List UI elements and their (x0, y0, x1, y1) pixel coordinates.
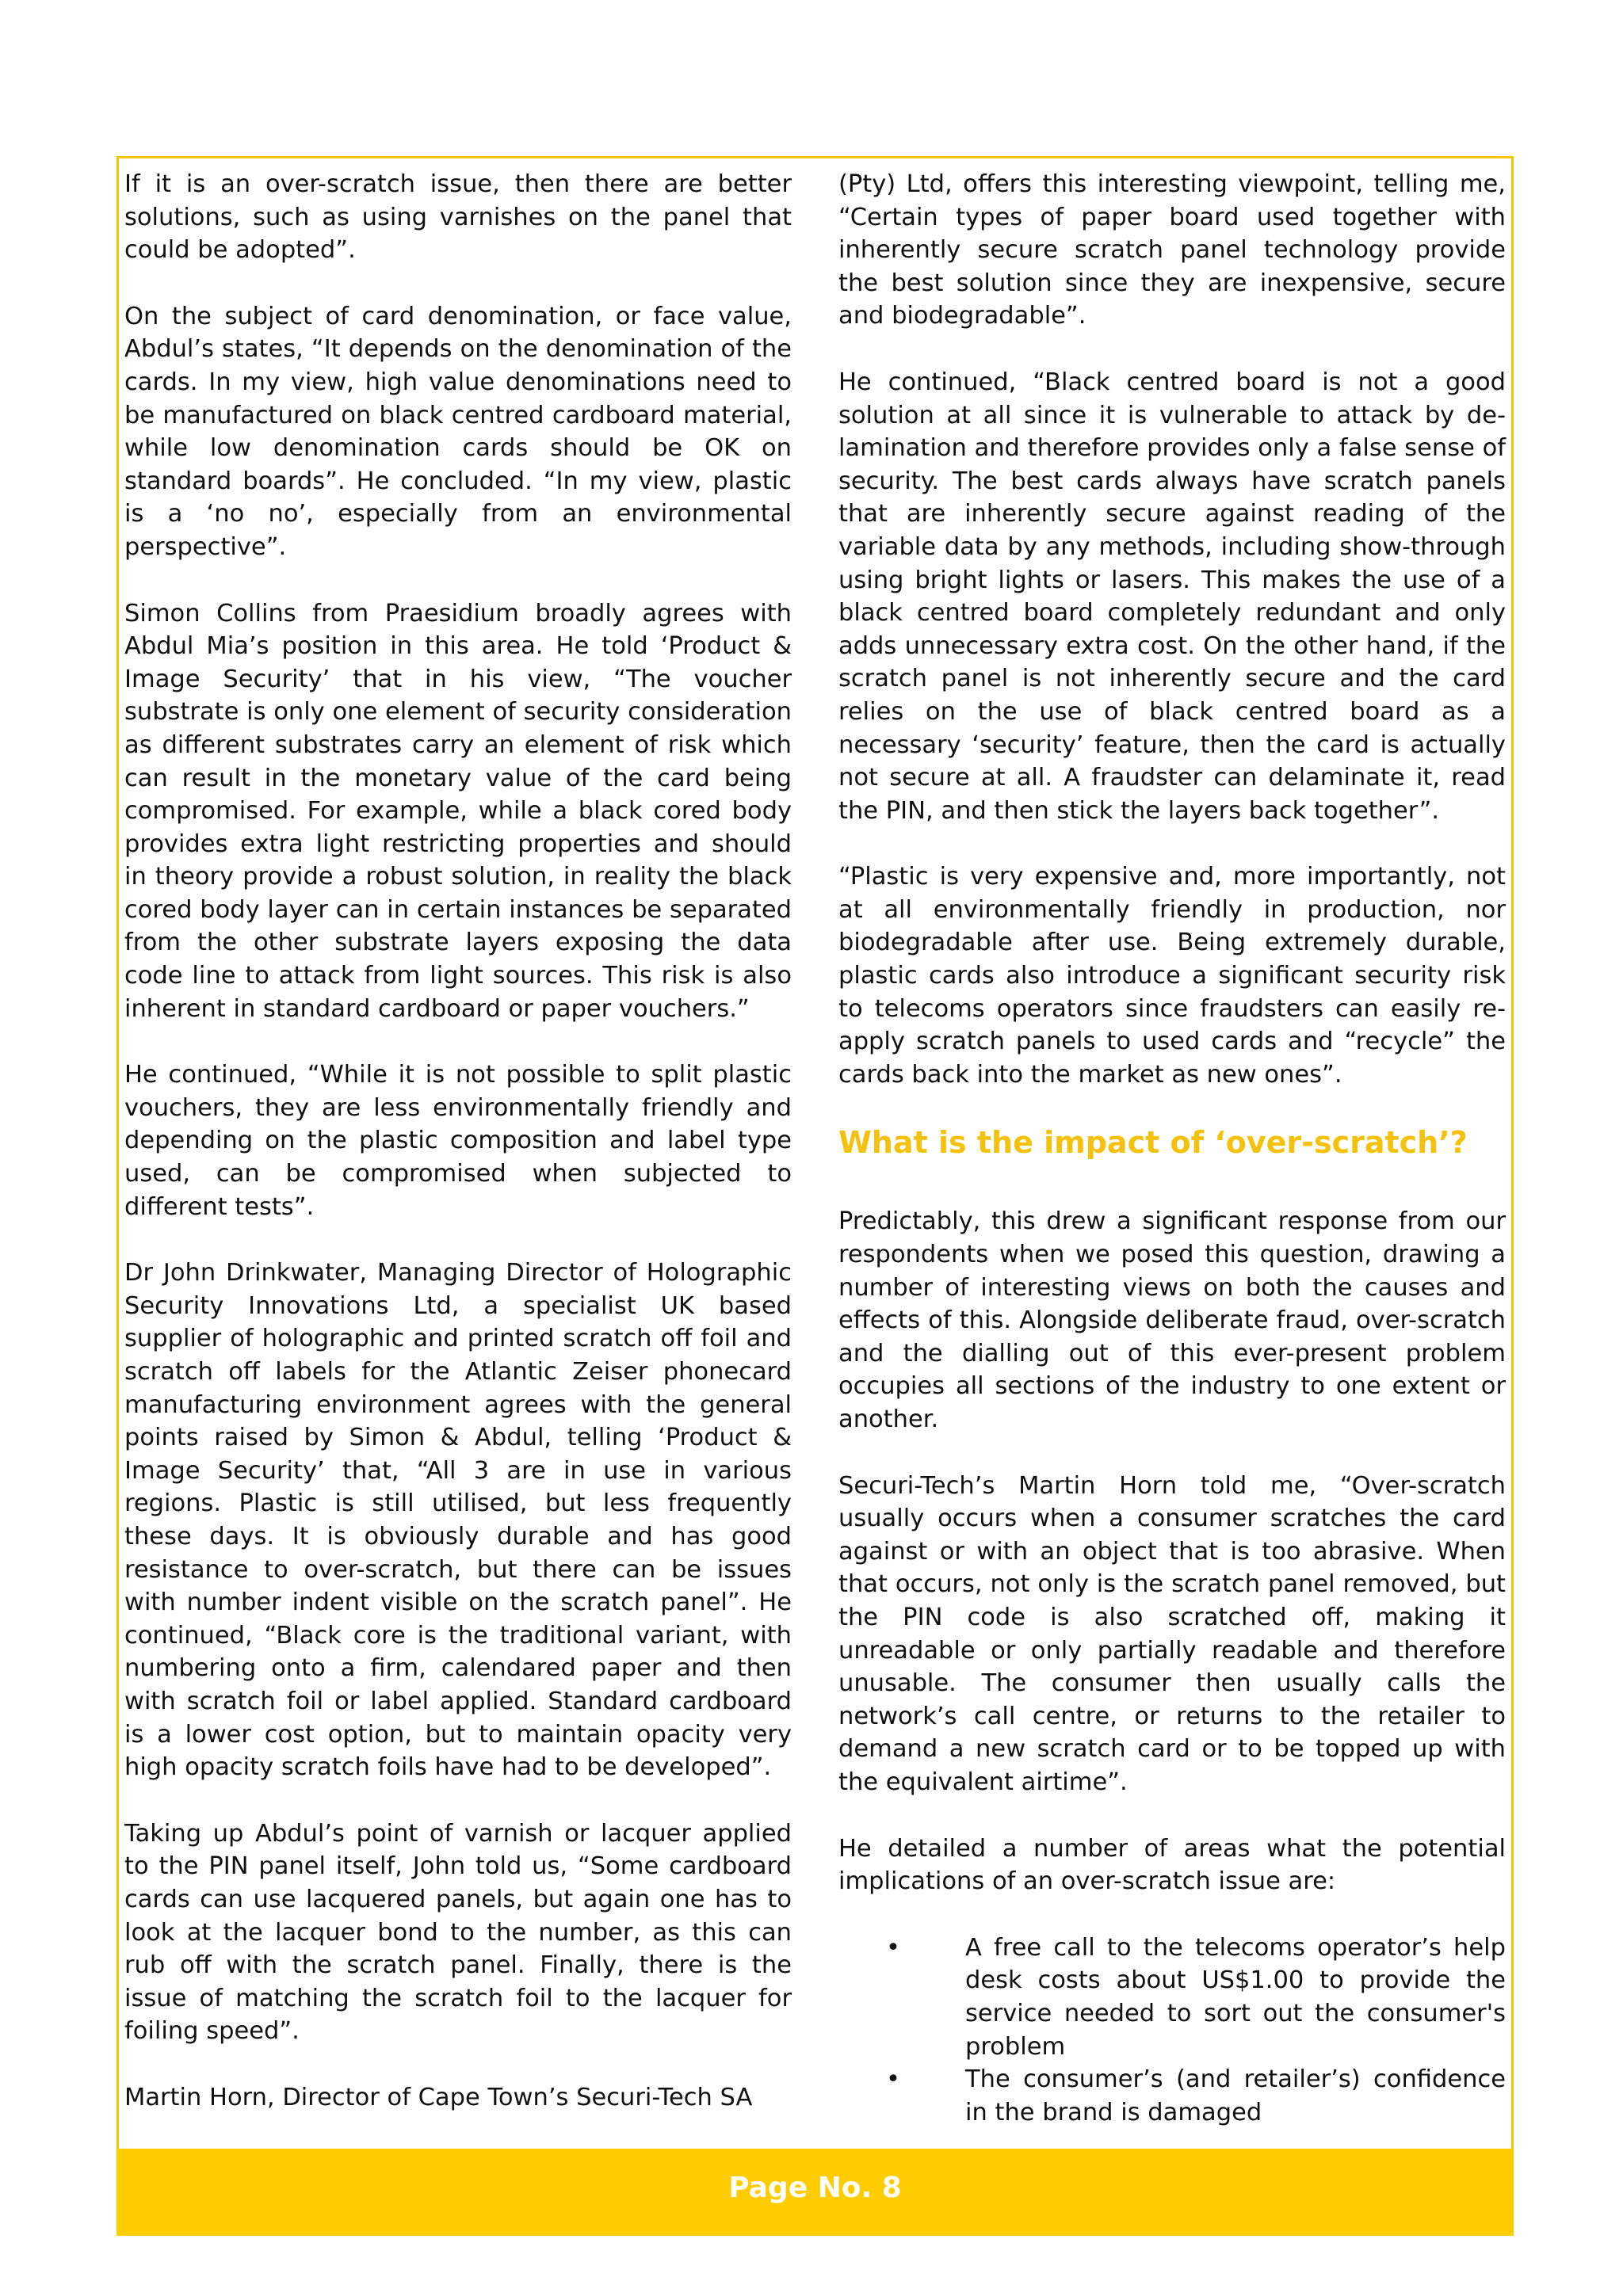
page-footer (116, 2149, 1514, 2236)
paragraph: If it is an over-scratch issue, then there are better solutions, such as using varnishes on the panel that could be adopted”. (124, 170, 792, 265)
paragraph: He detailed a number of areas what the potential implications of an over-scratch issue are: (838, 1834, 1506, 1896)
bullet-item (838, 1932, 1506, 2063)
bullet-list (838, 1932, 1506, 2130)
left-column (124, 168, 792, 2147)
paragraph: Predictably, this drew a significant response from our respondents when we posed this question, drawing a number of interesting views on both the causes and effects of this. Alongside deliberate fraud, over-scratch and the dialling out of this ever-present problem occupies all sections of the industry to one extent or another. (838, 1207, 1506, 1433)
page-number: Page No. 8 (728, 2172, 902, 2204)
bullet-text: A free call to the telecoms operator’s help desk costs about US$1.00 to provide the service needed to sort out the consumer's problem (965, 1933, 1506, 2061)
bullet-text: The consumer’s (and retailer’s) confidence in the brand is damaged (965, 2065, 1506, 2126)
paragraph: (Pty) Ltd, offers this interesting viewpoint, telling me, “Certain types of paper board used together with inherently secure scratch panel technology provide the best solution since they are inexpensive, secure and biodegradable”. (838, 170, 1506, 330)
right-column (838, 168, 1506, 2129)
paragraph: Dr John Drinkwater, Managing Director of Holographic Security Innovations Ltd, a specialist UK based supplier of holographic and printed scratch off foil and scratch off labels for the Atlantic Zeiser phonecard manufacturing environment agrees with the general points raised by Simon & Abdul, telling ‘Product & Image Security’ that, “All 3 are in use in various regions. Plastic is still utilised, but less frequently these days. It is obviously durable and has good resistance to over-scratch, but there can be issues with number indent visible on the scratch panel”. He continued, “Black core is the traditional variant, with numbering onto a firm, calendared paper and then with scratch foil or label applied. Standard cardboard is a lower cost option, but to maintain opacity very high opacity scratch foils have had to be developed”. (124, 1259, 792, 1782)
paragraph: He continued, “Black centred board is not a good solution at all since it is vulnerable to attack by de-lamination and therefore provides only a false sense of security. The best cards always have scratch panels that are inherently secure against reading of the variable data by any methods, including show-through using bright lights or lasers. This makes the use of a black centred board completely redundant and only adds unnecessary extra cost. On the other hand, if the scratch panel is not inherently secure and the card relies on the use of black centred board as a necessary ‘security’ feature, then the card is actually not secure at all. A fraudster can delaminate it, read the PIN, and then stick the layers back together”. (838, 368, 1506, 825)
paragraph: He continued, “While it is not possible to split plastic vouchers, they are less environmentally friendly and depending on the plastic composition and label type used, can be compromised when subjected to different tests”. (124, 1061, 792, 1221)
paragraph: On the subject of card denomination, or face value, Abdul’s states, “It depends on the denomination of the cards. In my view, high value denominations need to be manufactured on black centred cardboard material, while low denomination cards should be OK on standard boards”. He concluded. “In my view, plastic is a ‘no no’, especially from an environmental perspective”. (124, 302, 792, 561)
bullet-icon: • (886, 2065, 900, 2094)
paragraph: Securi-Tech’s Martin Horn told me, “Over-scratch usually occurs when a consumer scratches the card against or with an object that is too abrasive. When that occurs, not only is the scratch panel removed, but the PIN code is also scratched off, making it unreadable or only partially readable and therefore unusable. The consumer then usually calls the network’s call centre, or returns to the retailer to demand a new scratch card or to be topped up with the equivalent airtime”. (838, 1471, 1506, 1796)
paragraph: “Plastic is very expensive and, more importantly, not at all environmentally friendly in production, nor biodegradable after use. Being extremely durable, plastic cards also introduce a significant security risk to telecoms operators since fraudsters can easily re-apply scratch panels to used cards and “recycle” the cards back into the market as new ones”. (838, 863, 1506, 1089)
paragraph: Simon Collins from Praesidium broadly agrees with Abdul Mia’s position in this area. He told ‘Product & Image Security’ that in his view, “The voucher substrate is only one element of security consideration as different substrates carry an element of risk which can result in the monetary value of the card being compromised. For example, while a black cored body provides extra light restricting properties and should in theory provide a robust solution, in reality the black cored body layer can in certain instances be separated from the other substrate layers exposing the data code line to attack from light sources. This risk is also inherent in standard cardboard or paper vouchers.” (124, 599, 792, 1023)
paragraph: Martin Horn, Director of Cape Town’s Securi-Tech SA (124, 2083, 753, 2111)
bullet-item (838, 2063, 1506, 2129)
section-heading: What is the impact of ‘over-scratch’? (838, 1125, 1468, 1161)
bullet-icon: • (886, 1933, 900, 1962)
paragraph: Taking up Abdul’s point of varnish or lacquer applied to the PIN panel itself, John told us, “Some cardboard cards can use lacquered panels, but again one has to look at the lacquer bond to the number, as this can rub off with the scratch panel. Finally, there is the issue of matching the scratch foil to the lacquer for foiling speed”. (124, 1819, 792, 2046)
